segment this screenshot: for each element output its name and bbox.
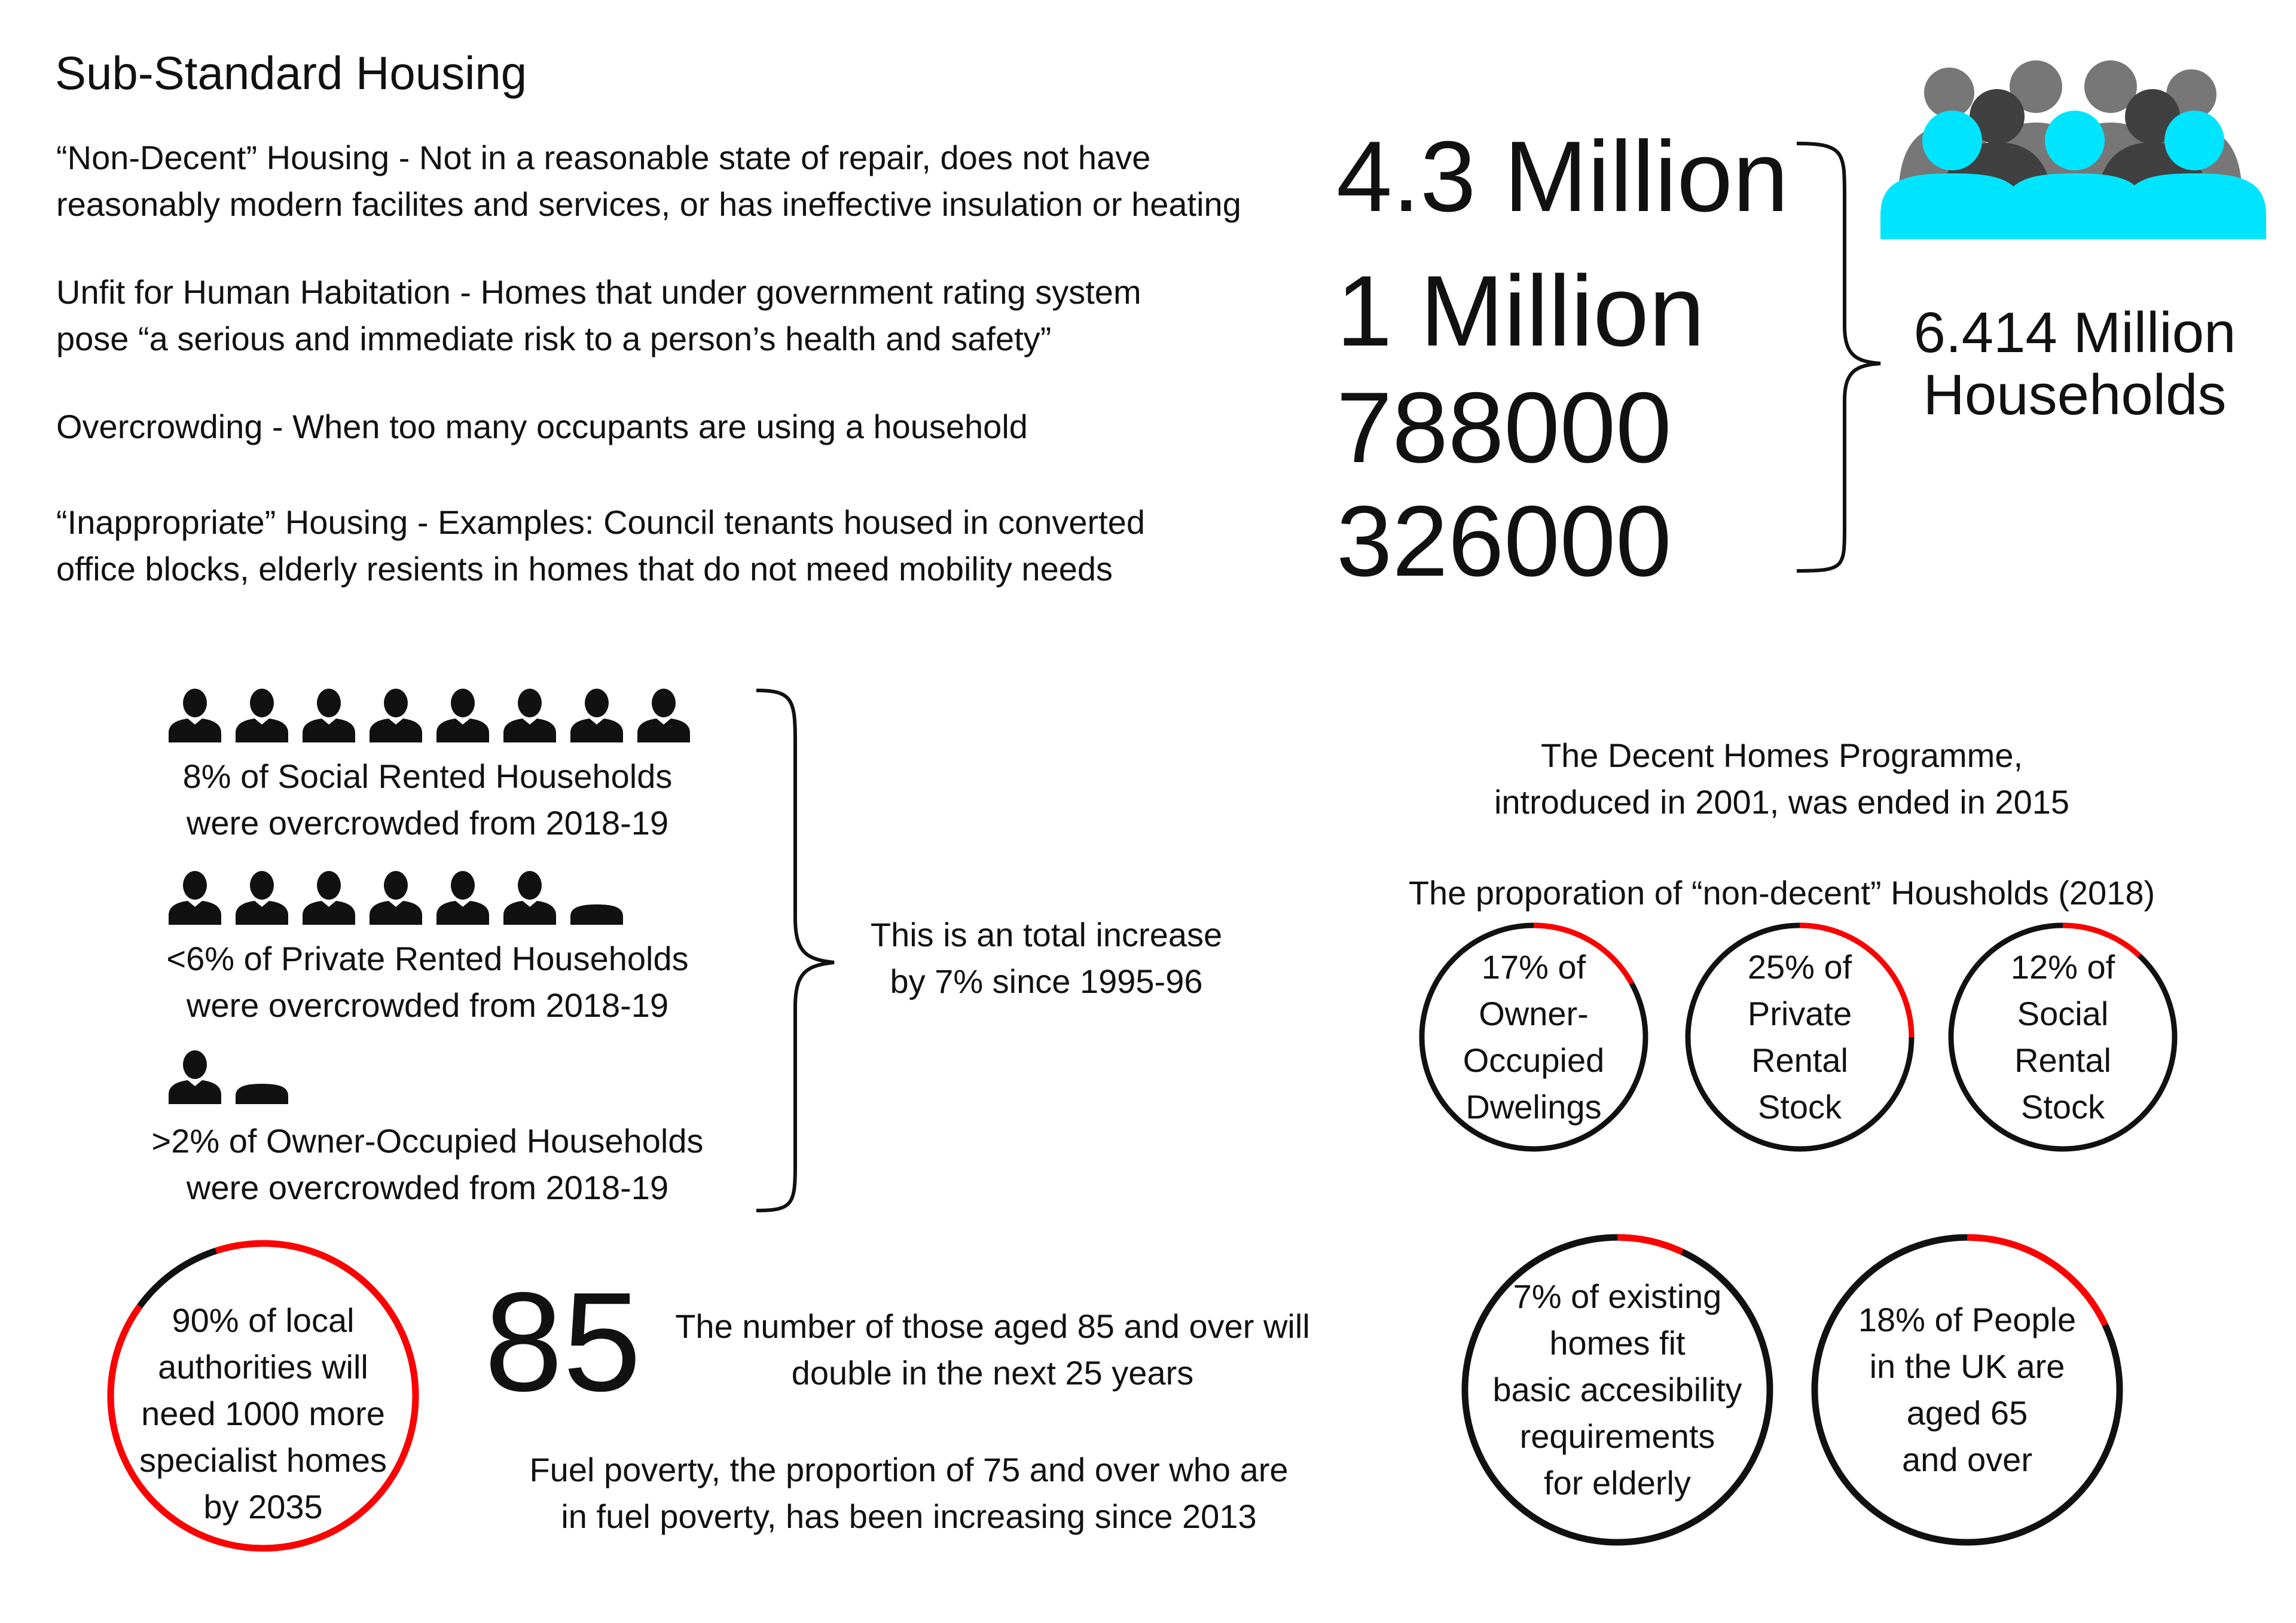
fuel-line: in fuel poverty, has been increasing since 2013 xyxy=(561,1497,1257,1535)
people-group-icon xyxy=(1880,60,2266,239)
overcrowding-line: were overcrowded from 2018-19 xyxy=(186,1169,669,1206)
definition-line: Overcrowding - When too many occupants are using a household xyxy=(56,408,1028,445)
ring-line: 7% of existing xyxy=(1513,1277,1722,1315)
ring-line: authorities will xyxy=(158,1348,368,1386)
ring-line: in the UK are xyxy=(1869,1347,2065,1385)
ring-line: 25% of xyxy=(1747,948,1852,986)
overcrowding-line: 8% of Social Rented Households xyxy=(182,757,673,795)
authorities-label xyxy=(111,1297,416,1530)
ring-line: 17% of xyxy=(1481,948,1586,986)
proportion-label-social xyxy=(1949,924,2176,1151)
ring-line: requirements xyxy=(1519,1417,1715,1455)
overcrowding-line: >2% of Owner-Occupied Households xyxy=(151,1122,704,1160)
overcrowding-line: were overcrowded from 2018-19 xyxy=(186,804,669,842)
definition-line: Unfit for Human Habitation - Homes that under government rating system xyxy=(56,273,1141,311)
total-unit: Households xyxy=(1923,363,2227,427)
increase-line: by 7% since 1995-96 xyxy=(890,962,1203,1000)
ring-line: homes fit xyxy=(1549,1324,1686,1362)
ring-line: Rental xyxy=(1751,1041,1848,1079)
aged-85-line: The number of those aged 85 and over will xyxy=(675,1307,1310,1345)
overcrowding-line: were overcrowded from 2018-19 xyxy=(186,986,669,1024)
ring-line: 12% of xyxy=(2010,948,2115,986)
fuel-poverty-text xyxy=(490,1447,1327,1540)
ring-line: Dwelings xyxy=(1465,1088,1602,1126)
ring-line: by 2035 xyxy=(203,1488,323,1526)
ring-line: for elderly xyxy=(1544,1464,1691,1502)
proportion-label-private xyxy=(1686,924,1913,1151)
ring-line: 90% of local xyxy=(172,1301,355,1339)
ring-line: Owner- xyxy=(1479,995,1589,1032)
definition-line: office blocks, elderly resients in homes that do not meed mobility needs xyxy=(56,550,1113,588)
proportion-label-owner xyxy=(1420,924,1647,1151)
definition-line: pose “a serious and immediate risk to a person’s health and safety” xyxy=(56,320,1052,357)
stat-unfit: 1 Million xyxy=(1336,255,1705,367)
ring-line: need 1000 more xyxy=(141,1395,385,1432)
aged-85-number: 85 xyxy=(484,1263,642,1421)
ring-line: Social xyxy=(2017,995,2109,1032)
stat-overcrowding: 788000 xyxy=(1336,371,1672,484)
overcrowding-line: <6% of Private Rented Households xyxy=(166,940,689,977)
definition-line: “Inappropriate” Housing - Examples: Council tenants housed in converted xyxy=(56,503,1146,541)
brace-top xyxy=(1797,143,1880,571)
ring-line: Stock xyxy=(2020,1088,2105,1126)
ring-line: aged 65 xyxy=(1906,1394,2028,1432)
elderly-label-65 xyxy=(1812,1234,2123,1545)
ring-line: specialist homes xyxy=(139,1441,387,1479)
stat-non-decent: 4.3 Million xyxy=(1336,120,1789,233)
elderly-label-accessible xyxy=(1462,1234,1773,1545)
brace-middle xyxy=(756,690,834,1211)
ring-line: basic accesibility xyxy=(1492,1371,1742,1408)
ring-line: Stock xyxy=(1757,1088,1842,1126)
ring-line: Private xyxy=(1747,995,1852,1032)
definition-line: reasonably modern facilites and services, or has ineffective insulation or heating xyxy=(56,185,1241,223)
programme-line: The Decent Homes Programme, xyxy=(1540,736,2023,774)
definition-line: “Non-Decent” Housing - Not in a reasonable state of repair, does not have xyxy=(56,139,1151,176)
total-value: 6.414 Million xyxy=(1913,301,2236,365)
ring-line: Occupied xyxy=(1463,1041,1605,1079)
increase-line: This is an total increase xyxy=(870,916,1223,953)
aged-85-text xyxy=(634,1303,1351,1396)
ring-line: 18% of People xyxy=(1858,1301,2077,1338)
ring-line: and over xyxy=(1902,1441,2032,1478)
page-title: Sub-Standard Housing xyxy=(55,47,527,99)
programme-line: introduced in 2001, was ended in 2015 xyxy=(1494,783,2070,821)
aged-85-line: double in the next 25 years xyxy=(791,1354,1194,1392)
proportion-title: The proporation of “non-decent” Housholds (2018) xyxy=(1408,874,2155,912)
stat-inappropriate: 326000 xyxy=(1336,485,1672,597)
ring-line: Rental xyxy=(2014,1041,2111,1079)
fuel-line: Fuel poverty, the proportion of 75 and over who are xyxy=(529,1451,1289,1488)
